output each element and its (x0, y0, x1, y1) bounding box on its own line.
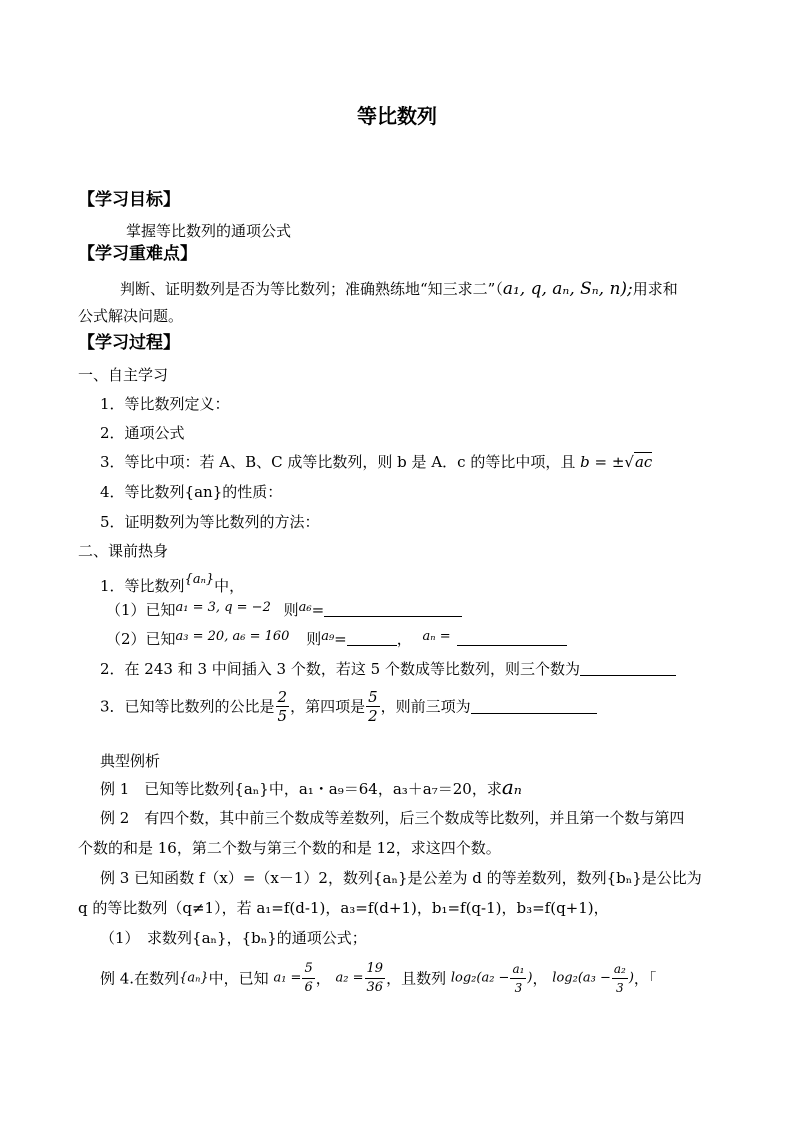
fraction-denominator: 5 (277, 707, 288, 725)
goal-heading: 【学习目标】 (78, 190, 180, 210)
fraction-log-1 (510, 960, 526, 997)
q1-2-variable: a₉ (321, 629, 335, 644)
fraction-denominator: 3 (616, 981, 624, 995)
example-4-and: ，且数列 (386, 969, 447, 988)
key-formula: a₁, q, aₙ, Sₙ, n); (502, 279, 633, 299)
fraction-denominator: 2 (368, 707, 378, 725)
sequence-symbol: {aₙ} (179, 970, 209, 986)
goal-text: 掌握等比数列的通项公式 (126, 222, 292, 240)
q1-1-condition: a₁ = 3, q = −2 (175, 600, 271, 615)
part1-item-4: 4．等比数列{an}的性质： (100, 483, 283, 501)
example-1-variable: aₙ (501, 775, 522, 799)
part1-item-1: 1．等比数列定义： (100, 395, 230, 413)
fraction-numerator: 5 (368, 688, 378, 706)
warmup-q2 (100, 659, 676, 679)
part1-item-2: 2．通项公式 (100, 424, 185, 442)
warmup-q3-text: 3．已知等比数列的公比是 (100, 697, 275, 716)
fraction-numerator: a₂ (612, 960, 628, 979)
q1-2-equals: = (334, 630, 347, 648)
key-line-1-text: 判断、证明数列是否为等比数列；准确熟练地“知三求二”（ (120, 280, 503, 298)
example-1 (100, 777, 522, 799)
part1-item-3 (100, 452, 652, 472)
fraction-denominator: 3 (514, 981, 523, 995)
fraction-fourth-term (366, 688, 380, 725)
key-line-2: 公式解决问题。 (78, 307, 184, 325)
q1-1-label: （1）已知 (106, 601, 176, 619)
fraction-numerator: 19 (365, 960, 386, 979)
answer-blank[interactable] (347, 631, 397, 646)
key-heading: 【学习重难点】 (78, 244, 197, 264)
answer-blank[interactable] (457, 631, 567, 646)
answer-blank[interactable] (324, 602, 462, 617)
warmup-q1-1 (106, 598, 462, 620)
warmup-q3-mid: ，第四项是 (290, 697, 366, 716)
answer-blank[interactable] (580, 661, 676, 676)
example-3-line-1: 例 3 已知函数 f（x）=（x－1）2，数列{aₙ}是公差为 d 的等差数列，数列{bₙ}是公比为 (100, 869, 702, 887)
fraction-a1 (302, 960, 314, 997)
example-2-line-1: 例 2 有四个数，其中前三个数成等差数列，后三个数成等比数列，并且第一个数与第四 (100, 809, 685, 827)
q1-1-variable: a₆ (298, 600, 312, 615)
formula-radicand: ac (634, 453, 653, 471)
example-4-text: 例 4.在数列 (100, 969, 180, 988)
warmup-q1-2 (106, 627, 567, 649)
part1-item-3-text: 3．等比中项：若 A、B、C 成等比数列，则 b 是 A．c 的等比中项，且 (100, 453, 576, 471)
q1-2-label: （2）已知 (106, 630, 176, 648)
part2-heading: 二、课前热身 (78, 542, 169, 560)
warmup-q3-tail: ，则前三项为 (380, 697, 471, 716)
fraction-a2 (365, 960, 386, 997)
example-3-line-2: q 的等比数列（q≠1），若 a₁=f(d-1)，a₃=f(d+1)，b₁=f(q-1)，b₃=f(q+1)， (78, 899, 609, 917)
sequence-symbol: {aₙ} (184, 572, 215, 587)
q1-2-general-term: aₙ = (422, 629, 451, 644)
fraction-numerator: 5 (302, 960, 314, 979)
log-expression-2: log₂(a₃ − (552, 970, 611, 986)
fraction-ratio (276, 688, 290, 725)
page-title: 等比数列 (357, 104, 437, 128)
part1-item-5: 5．证明数列为等比数列的方法： (100, 513, 320, 531)
q1-1-equals: = (311, 601, 325, 619)
log-expression-1: log₂(a₂ − (450, 970, 510, 986)
warmup-q1-tail: 中， (214, 577, 245, 595)
warmup-q2-text: 2．在 243 和 3 中间插入 3 个数，若这 5 个数成等比数列，则三个数为 (100, 660, 580, 678)
q1-2-condition: a₃ = 20, a₆ = 160 (175, 629, 290, 644)
fraction-numerator: 2 (277, 688, 288, 706)
answer-blank[interactable] (471, 699, 597, 714)
geometric-mean-formula: b = ±√ac (580, 453, 653, 471)
separator: ， (315, 969, 331, 988)
example-3-sub-1: （1） 求数列{aₙ}，{bₙ}的通项公式； (100, 929, 367, 947)
example-4-tail: ，「 (633, 969, 657, 988)
example-4-a2: a₂ = (335, 970, 364, 986)
fraction-numerator: a₁ (510, 960, 526, 979)
warmup-q3 (100, 688, 597, 725)
q1-1-then: 则 (283, 601, 299, 619)
fraction-denominator: 6 (304, 980, 313, 995)
example-1-text: 例 1 已知等比数列{aₙ}中，a₁・a₉＝64，a₃＋a₇＝20，求 (100, 780, 502, 798)
example-4-a1: a₁ = (273, 970, 302, 986)
separator: ， (532, 969, 548, 988)
example-4-given: 中，已知 (208, 969, 269, 988)
example-2-line-2: 个数的和是 16，第二个数与第三个数的和是 12，求这四个数。 (78, 839, 501, 857)
example-4 (100, 960, 656, 997)
fraction-denominator: 36 (366, 980, 384, 995)
examples-heading: 典型例析 (100, 752, 161, 770)
fraction-log-2 (612, 960, 628, 997)
q1-2-separator: ， (396, 630, 412, 648)
log-paren-1: ) (527, 970, 533, 986)
key-line-1 (120, 279, 678, 299)
warmup-q1 (100, 570, 244, 596)
key-line-1-tail: 用求和 (632, 280, 678, 298)
log-paren-2: ) (628, 970, 634, 986)
formula-lhs: b = ± (580, 453, 625, 471)
q1-2-then: 则 (306, 630, 322, 648)
part1-heading: 一、自主学习 (78, 366, 169, 384)
warmup-q1-text: 1．等比数列 (100, 577, 185, 595)
process-heading: 【学习过程】 (78, 333, 180, 353)
